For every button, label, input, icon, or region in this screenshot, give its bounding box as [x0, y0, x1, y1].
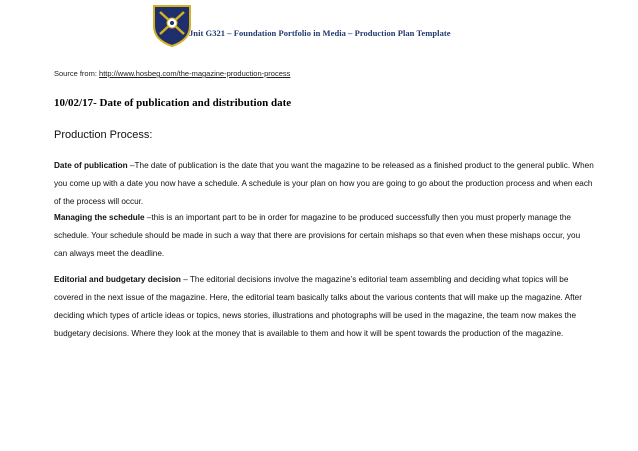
source-link[interactable]: http://www.hosbeg.com/the-magazine-production-process: [99, 69, 291, 78]
date-heading: 10/02/17- Date of publication and distribution date: [54, 97, 292, 109]
paragraph-text: – The editorial decisions involve the magazine’s editorial team assembling and deciding what topics will be covered in the next issue of the magazine. Here, the editorial team basically talks about the various contents that will make up the magazine. After deciding which types of article ideas or topics, news stories, illustrations and photographs will be used in the magazine, the team now makes the budgetary decisions. Where they look at the money that is available to them and how it will be spent towards the production of the magazine.: [54, 275, 582, 338]
paragraph-term: Editorial and budgetary decision: [54, 275, 181, 284]
paragraph-editorial-budgetary: [54, 271, 594, 343]
document-header-title: Jnit G321 – Foundation Portfolio in Media – Production Plan Template: [189, 28, 451, 38]
production-process-heading: Production Process:: [54, 129, 153, 141]
source-line: [54, 69, 290, 78]
school-crest-logo: [152, 4, 192, 48]
paragraph-term: Managing the schedule: [54, 213, 145, 222]
source-prefix: Source from:: [54, 69, 97, 78]
paragraph-managing-schedule: [54, 209, 594, 263]
paragraph-date-of-publication: [54, 157, 594, 211]
paragraph-text: –The date of publication is the date that you want the magazine to be released as a finished product to the general public. When you come up with a date you now have a schedule. A schedule is your plan on how you are going to go about the production process and when each of the process will occur.: [54, 161, 594, 206]
paragraph-term: Date of publication: [54, 161, 128, 170]
paragraph-text: –this is an important part to be in order for magazine to be produced successfully then you must properly manage the schedule. Your schedule should be made in such a way that there are provisions for certain mishaps so that even when these mishaps occur, you can always meet the deadline.: [54, 213, 581, 258]
